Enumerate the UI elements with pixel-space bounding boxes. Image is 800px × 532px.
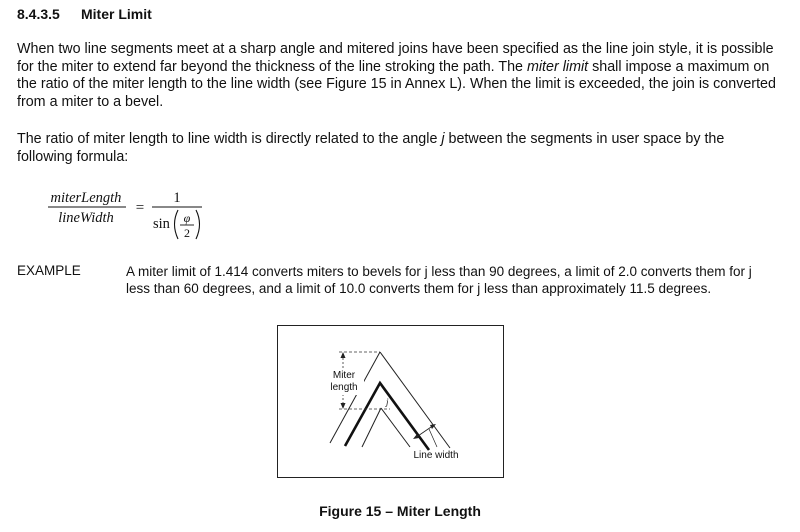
section-heading bbox=[17, 6, 152, 22]
figure-caption: Figure 15 – Miter Length bbox=[319, 503, 481, 519]
miter-length-figure bbox=[277, 325, 504, 478]
formula-denominator: lineWidth bbox=[58, 210, 114, 226]
example-text: A miter limit of 1.414 converts miters to bevels for j less than 90 degrees, a limit of 2.0 converts them for j less than 60 degrees, and a limit of 10.0 converts them for j less than approximately 11.5 degrees. bbox=[126, 264, 752, 296]
angle-symbol: j bbox=[441, 131, 445, 147]
section-title: Miter Limit bbox=[81, 6, 152, 22]
formula-one: 1 bbox=[173, 190, 181, 206]
formula-right-paren bbox=[196, 210, 200, 239]
paragraph-miter-description bbox=[17, 41, 779, 111]
formula-equals: = bbox=[135, 200, 145, 216]
miter-formula bbox=[40, 186, 220, 246]
line-width-label: Line width bbox=[413, 450, 459, 461]
paragraph2-text-after: between the segments in user space by the following formula: bbox=[17, 131, 725, 165]
formula-two: 2 bbox=[184, 226, 190, 240]
formula-left-paren bbox=[175, 210, 179, 239]
miter-limit-term: miter limit bbox=[526, 58, 589, 75]
paragraph1-text-before: When two line segments meet at a sharp angle and mitered joins have been specified as the line join style, it is possible for the miter to extend far beyond the thickness of the line stroking the path. The bbox=[17, 41, 774, 75]
paragraph-ratio-description bbox=[17, 131, 779, 166]
figure-frame bbox=[278, 326, 504, 478]
paragraph1-text-after: shall impose a maximum on the ratio of the miter length to the line width (see Figure 15 in Annex L). When the limit is exceeded, the join is converted from a miter to a bevel. bbox=[17, 58, 776, 110]
miter-label-line2: length bbox=[330, 382, 358, 393]
formula-sin: sin bbox=[153, 216, 170, 232]
example-label: EXAMPLE bbox=[17, 263, 81, 278]
formula-phi: φ bbox=[183, 211, 191, 225]
formula-numerator: miterLength bbox=[50, 190, 122, 206]
angle-label: j bbox=[386, 397, 389, 407]
miter-label-line1: Miter bbox=[332, 370, 356, 381]
section-number: 8.4.3.5 bbox=[17, 6, 60, 22]
paragraph2-text-before: The ratio of miter length to line width is directly related to the angle bbox=[17, 131, 442, 147]
